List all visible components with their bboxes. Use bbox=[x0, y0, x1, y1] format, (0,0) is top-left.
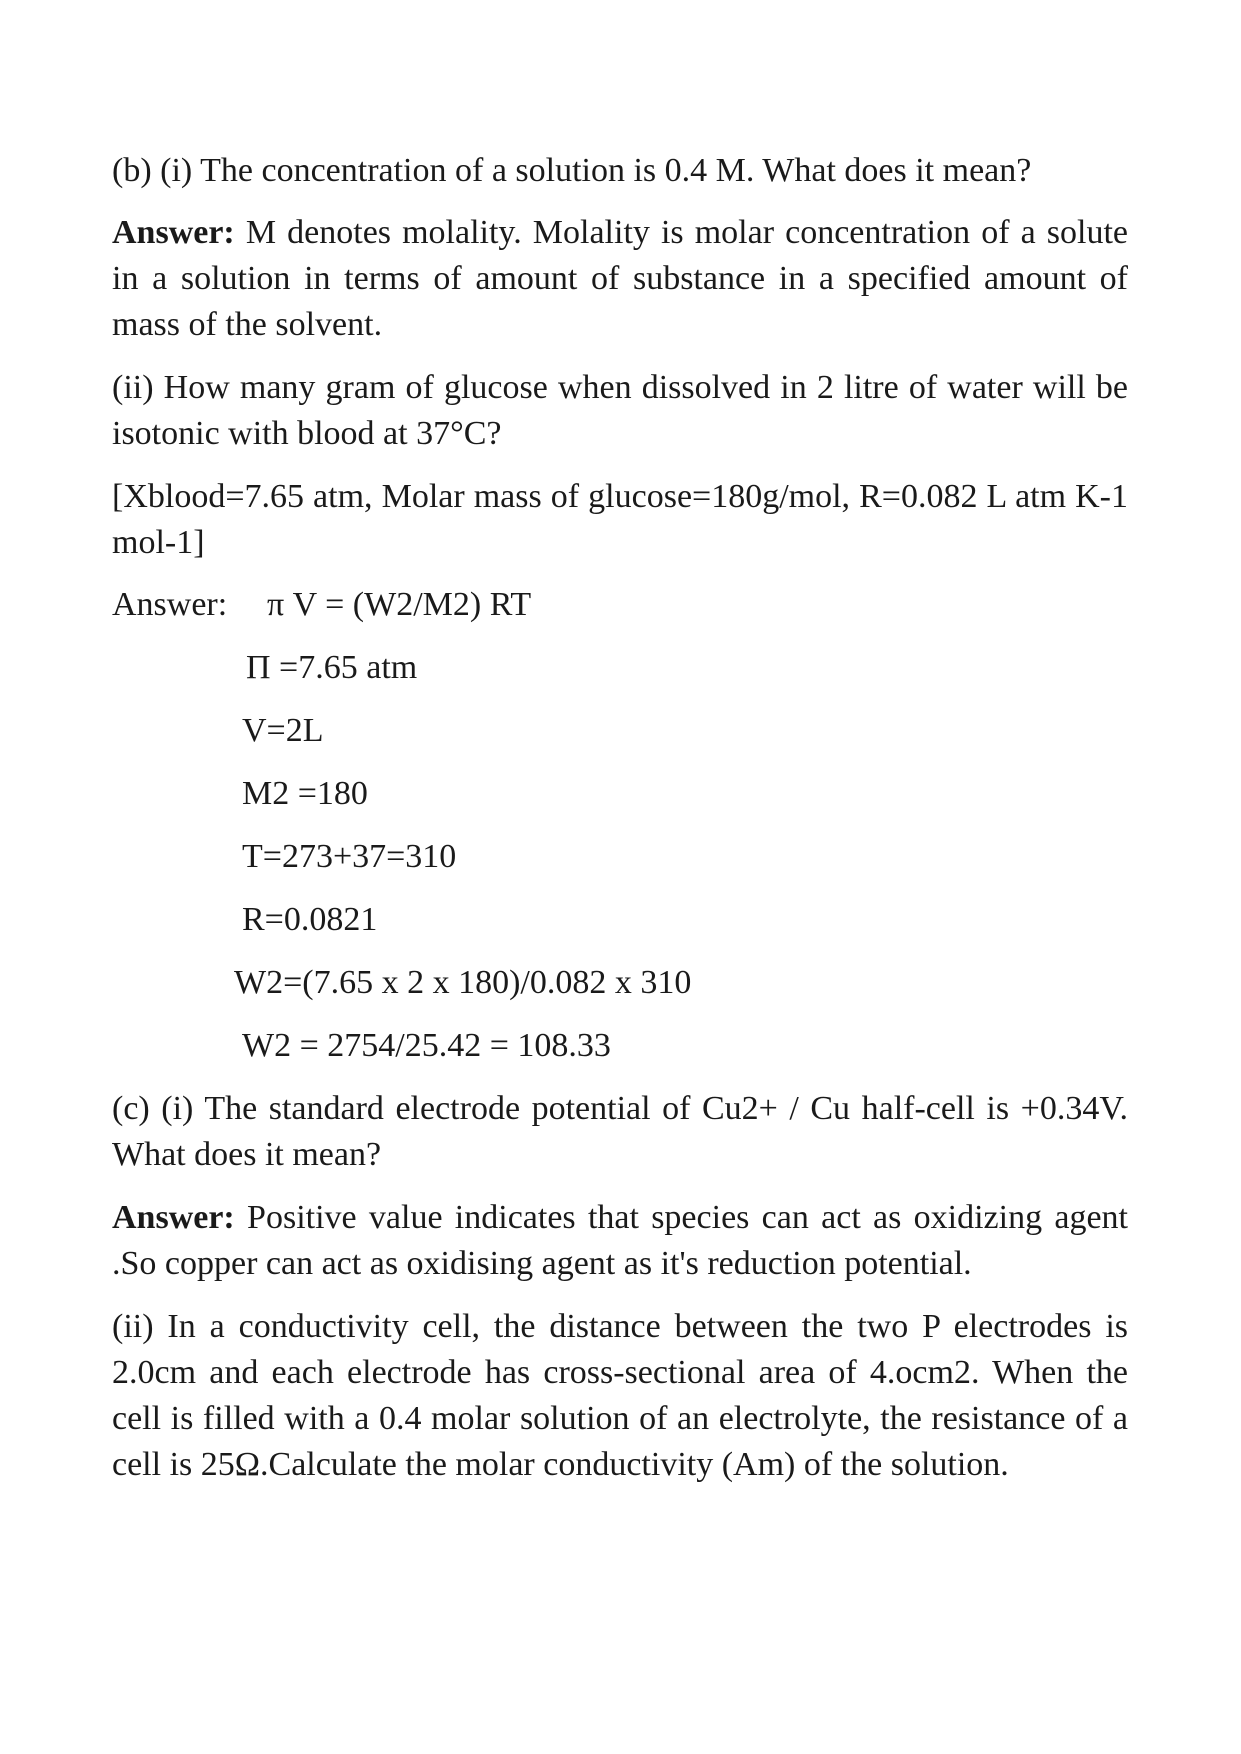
step-volume: V=2L bbox=[242, 712, 324, 749]
question-c-i: (c) (i) The standard electrode potential of Cu2+ / Cu half-cell is +0.34V. What does it mean? bbox=[112, 1090, 1128, 1173]
document-page bbox=[112, 148, 1128, 1488]
answer-label: Answer: bbox=[112, 1199, 235, 1236]
step-w2-formula: W2=(7.65 x 2 x 180)/0.082 x 310 bbox=[234, 964, 692, 1001]
answer-b-i bbox=[112, 210, 1128, 348]
question-b-ii: (ii) How many gram of glucose when dissolved in 2 litre of water will be isotonic with blood at 37°C? bbox=[112, 369, 1128, 452]
answer-text: Positive value indicates that species can act as oxidizing agent .So copper can act as oxidising agent as it's reduction potential. bbox=[112, 1199, 1128, 1282]
answer-label: Answer: bbox=[112, 214, 235, 251]
question-b-i: (b) (i) The concentration of a solution is 0.4 M. What does it mean? bbox=[112, 152, 1032, 189]
working-steps bbox=[112, 645, 1128, 1069]
answer-label: Answer: bbox=[112, 586, 228, 623]
given-values: [Xblood=7.65 atm, Molar mass of glucose=180g/mol, R=0.082 L atm K-1 mol-1] bbox=[112, 478, 1128, 561]
step-w2-result: W2 = 2754/25.42 = 108.33 bbox=[242, 1027, 611, 1064]
step-gas-constant: R=0.0821 bbox=[242, 901, 378, 938]
answer-c-i bbox=[112, 1195, 1128, 1287]
formula: π V = (W2/M2) RT bbox=[267, 586, 532, 623]
answer-text: M denotes molality. Molality is molar concentration of a solute in a solution in terms of amount of substance in a specified amount of mass of the solvent. bbox=[112, 214, 1128, 343]
step-molar-mass: M2 =180 bbox=[242, 775, 368, 812]
answer-b-ii-formula-line bbox=[112, 582, 1128, 628]
step-temperature: T=273+37=310 bbox=[242, 838, 457, 875]
question-c-ii: (ii) In a conductivity cell, the distance between the two P electrodes is 2.0cm and each electrode has cross-sectional area of 4.ocm2. When the cell is filled with a 0.4 molar solution of an electrolyte, the resistance of a cell is 25Ω.Calculate the molar conductivity (Am) of the solution. bbox=[112, 1308, 1128, 1483]
step-pressure: Π =7.65 atm bbox=[246, 649, 418, 686]
